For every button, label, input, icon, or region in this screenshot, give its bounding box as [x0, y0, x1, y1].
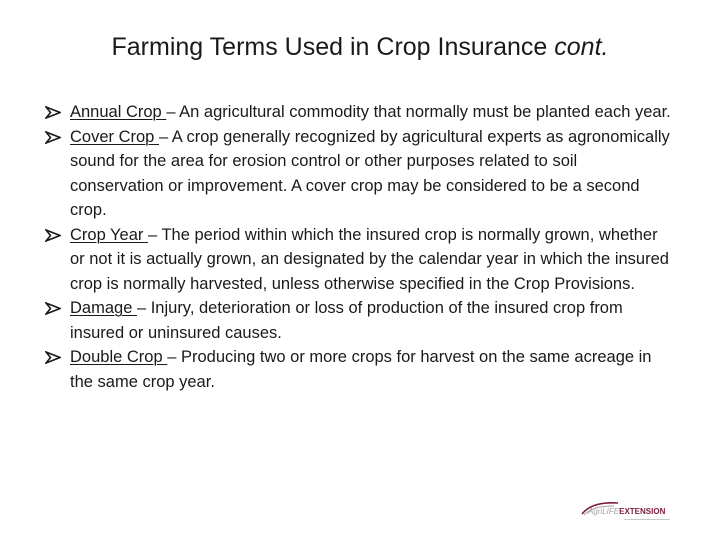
term-cover-crop — [44, 125, 674, 223]
arrow-bullet-icon — [44, 223, 64, 248]
logo-text — [588, 507, 665, 517]
arrow-bullet-icon — [44, 125, 64, 150]
title-main: Farming Terms Used in Crop Insurance — [111, 33, 548, 61]
logo-agri: AgriLIFE — [588, 507, 620, 516]
term-list — [44, 100, 674, 394]
term-definition: – A crop generally recognized by agricultural experts as agronomically sound for the area for erosion control or other purposes related to soil conservation or improvement. A cover crop may be considered to be a second crop. — [70, 127, 670, 219]
term-double-crop — [44, 345, 674, 394]
term-crop-year — [44, 223, 674, 297]
arrow-bullet-icon — [44, 345, 64, 370]
term-name: Double Crop — [70, 348, 168, 366]
term-name: Cover Crop — [70, 127, 159, 146]
term-name: Damage — [70, 299, 137, 317]
term-definition: – Injury, deterioration or loss of production of the insured crop from insured or uninsured causes. — [70, 299, 623, 342]
agrilife-extension-logo — [572, 498, 700, 526]
arrow-bullet-icon — [44, 100, 64, 125]
term-definition: – An agricultural commodity that normally must be planted each year. — [166, 103, 671, 121]
slide-title — [0, 30, 720, 64]
term-name: Annual Crop — [70, 103, 167, 121]
logo-tagline-line — [624, 519, 670, 520]
arrow-bullet-icon — [44, 296, 64, 321]
term-definition: – Producing two or more crops for harvest on the same acreage in the same crop year. — [70, 348, 652, 391]
term-annual-crop — [44, 100, 674, 125]
title-continued: cont. — [554, 33, 609, 61]
term-definition: – The period within which the insured crop is normally grown, whether or not it is actually grown, an designated by the calendar year in which the insured crop is normally harvested, unless otherwise specified in the Crop Provisions. — [70, 225, 669, 293]
term-name: Crop Year — [70, 225, 148, 244]
term-damage — [44, 296, 674, 345]
logo-extension: EXTENSION — [619, 507, 666, 516]
